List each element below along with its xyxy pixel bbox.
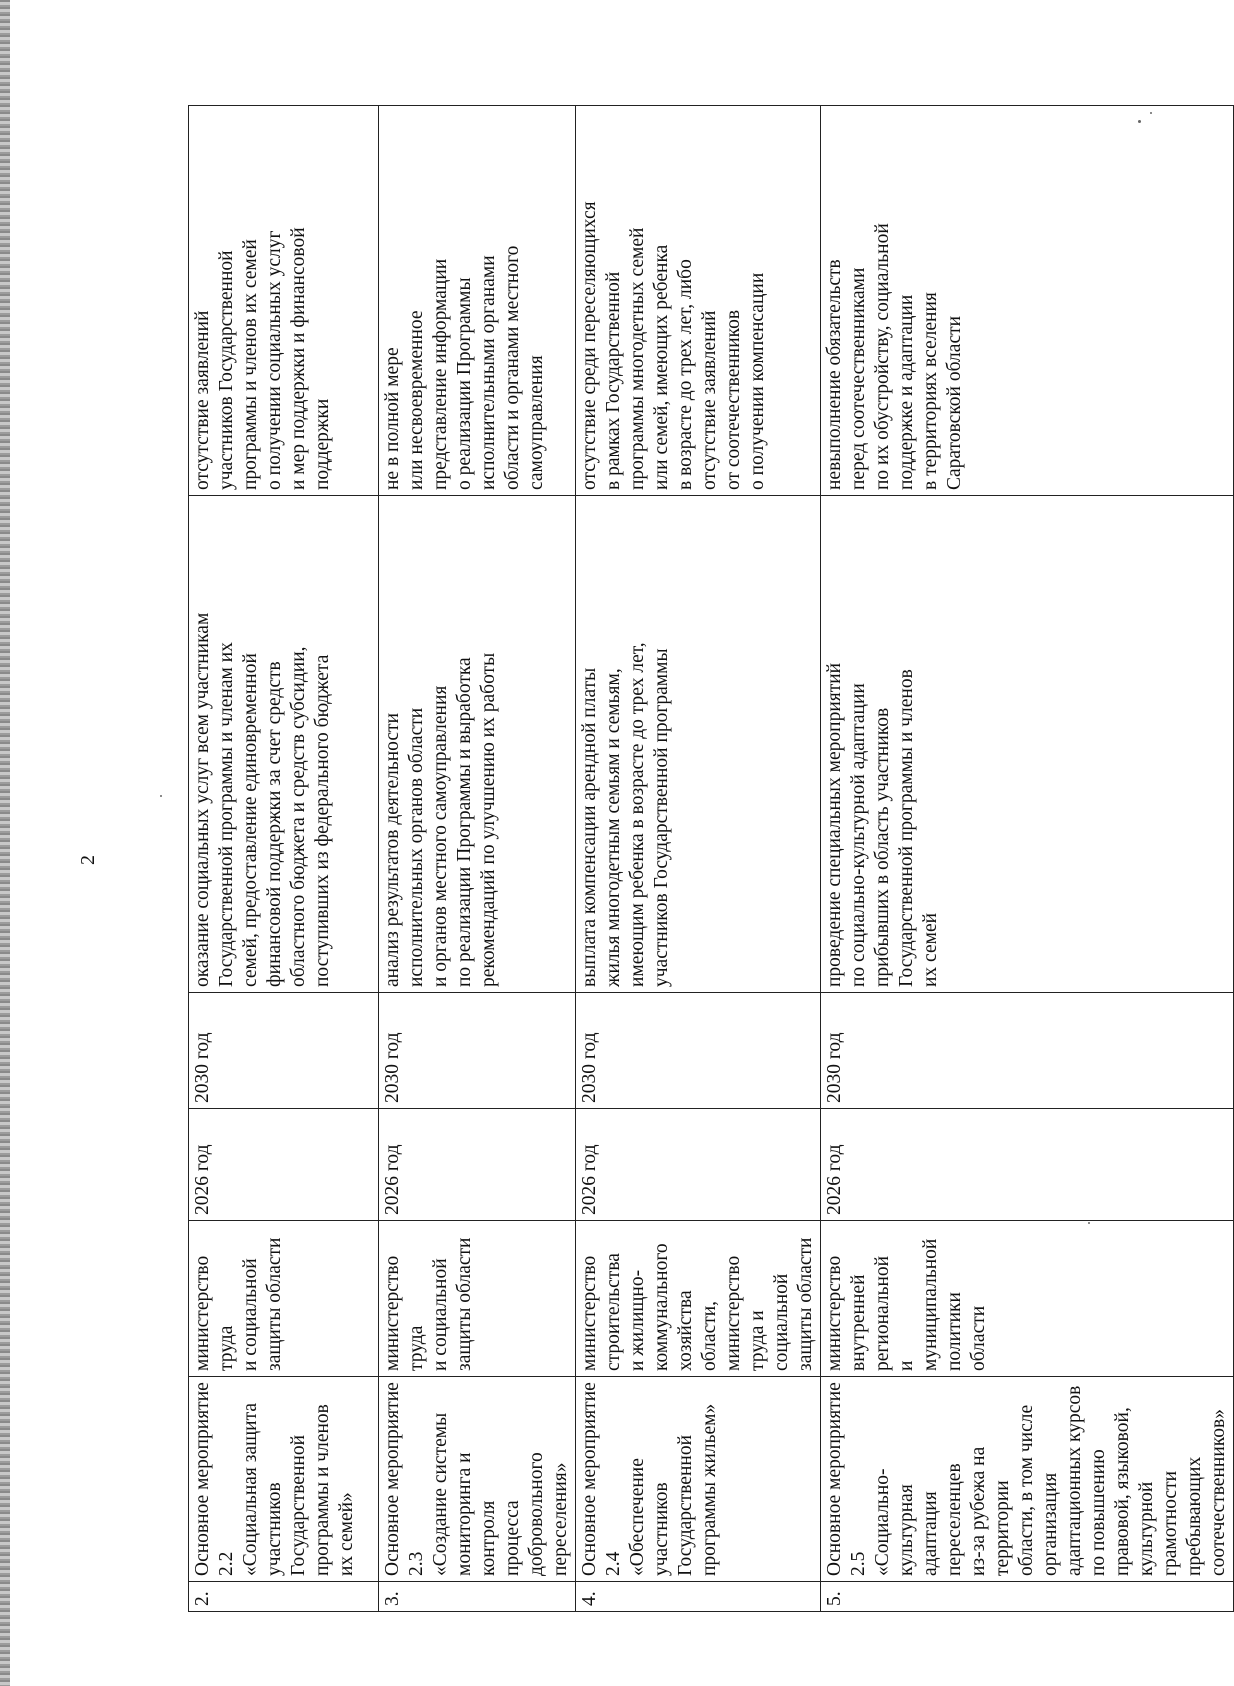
activity-name: Основное мероприятие 2.5 «Социально-культурная адаптация переселенцев из-за рубежа на территории области, в том числе организация адаптационных курсов по повышению правовой, языковой, культурной грамотности пребывающих соотечественников» <box>821 1377 1234 1582</box>
row-number: 4. <box>576 1582 821 1612</box>
start-year: 2026 год <box>576 1109 821 1221</box>
expected-result: оказание социальных услуг всем участникам Государственной программы и членам их семей, предоставление единовременной финансовой поддержки за счет средств областного бюджета и средств субсидии, поступивших из федерального бюджета <box>189 496 379 993</box>
executor: министерство строительства и жилищно- коммунального хозяйства области, министерство труда и социальной защиты области <box>576 1221 821 1377</box>
activity-name: Основное мероприятие 2.4 «Обеспечение участников Государственной программы жильем» <box>576 1377 821 1582</box>
end-year: 2030 год <box>576 993 821 1109</box>
row-number: 5. <box>821 1582 1234 1612</box>
table-row <box>379 106 576 1612</box>
row-number: 3. <box>379 1582 576 1612</box>
activity-name: Основное мероприятие 2.2 «Социальная защита участников Государственной программы и членов их семей» <box>189 1377 379 1582</box>
table-row <box>189 106 379 1612</box>
risk-description: отсутствие заявлений участников Государственной программы и членов их семей о получении социальных услуг и мер поддержки и финансовой поддержки <box>189 106 379 496</box>
executor: министерство внутренней региональной и муниципальной политики области <box>821 1221 1234 1377</box>
executor: министерство труда и социальной защиты области <box>379 1221 576 1377</box>
activity-name: Основное мероприятие 2.3 «Создание системы мониторинга и контроля процесса добровольного переселения» <box>379 1377 576 1582</box>
end-year: 2030 год <box>821 993 1234 1109</box>
end-year: 2030 год <box>379 993 576 1109</box>
start-year: 2026 год <box>821 1109 1234 1221</box>
row-number: 2. <box>189 1582 379 1612</box>
start-year: 2026 год <box>379 1109 576 1221</box>
activities-table <box>188 105 1234 1612</box>
table-rotated <box>188 106 1229 1612</box>
risk-description: не в полной мере или несвоевременное представление информации о реализации Программы исполнительными органами области и органами местного самоуправления <box>379 106 576 496</box>
expected-result: выплата компенсации арендной платы жилья многодетным семьям и семьям, имеющим ребенка в возрасте до трех лет, участников Государственной программы <box>576 496 821 993</box>
executor: министерство труда и социальной защиты области <box>189 1221 379 1377</box>
expected-result: анализ результатов деятельности исполнительных органов области и органов местного самоуправления по реализации Программы и выработка рекомендаций по улучшению их работы <box>379 496 576 993</box>
page-number: 2 <box>77 855 99 865</box>
table-row <box>821 106 1234 1612</box>
start-year: 2026 год <box>189 1109 379 1221</box>
risk-description: отсутствие среди переселяющихся в рамках Государственной программы многодетных семей или семей, имеющих ребенка в возрасте до трех лет, либо отсутствие заявлений от соотечественников о получении компенсации <box>576 106 821 496</box>
table-row <box>576 106 821 1612</box>
scan-edge <box>0 0 10 1686</box>
expected-result: проведение специальных мероприятий по социально-культурной адаптации прибывших в область участников Государственной программы и членов их семей <box>821 496 1234 993</box>
risk-description: невыполнение обязательств перед соотечественниками по их обустройству, социальной поддержке и адаптации в территориях вселения Саратовской области <box>821 106 1234 496</box>
table-wrapper <box>188 106 1229 1612</box>
scan-speck <box>160 795 162 797</box>
end-year: 2030 год <box>189 993 379 1109</box>
